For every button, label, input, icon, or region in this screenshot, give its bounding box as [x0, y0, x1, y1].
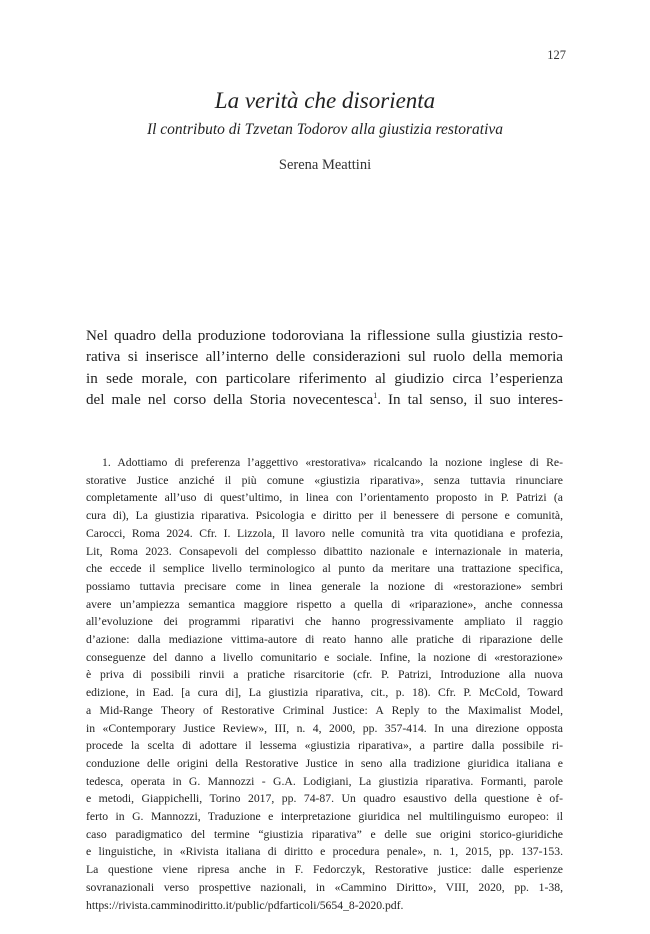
body-line-text: del male nel corso della Storia novecentesca: [86, 391, 374, 408]
body-paragraph: [86, 326, 563, 411]
chapter-subtitle: Il contributo di Tzvetan Todorov alla giustizia restorativa: [146, 121, 504, 138]
chapter-title: La verità che disorienta: [214, 88, 436, 113]
footnote-line: 1. Adottiamo di preferenza l’aggettivo «restorativa» ricalcando la nozione inglese di Re-: [102, 456, 563, 469]
footnote-line: sovranazionali verso prospettive nazionali, in «Cammino Diritto», VIII, 2020, pp. 1-38,: [86, 880, 563, 894]
footnote-line: La questione viene ripresa anche in F. Fedorczyk, Restorative justice: dalle esperienze: [86, 863, 563, 877]
body-line-text: . In tal senso, il suo interes-: [377, 391, 563, 408]
footnote-line: tedesca, operata in G. Mannozzi - G.A. Lodigiani, La giustizia riparativa. Formanti, parole: [86, 774, 563, 788]
footnote-line: che eccede il semplice livello terminologico al punto da meritare una trattazione specifica,: [86, 562, 563, 576]
footnote-line: procede la scelta di adottare il lessema «giustizia riparativa», a partire dalla possibile ri-: [86, 739, 563, 753]
footnote-reference[interactable]: 1: [373, 390, 378, 400]
footnote-line: d’azione: dalla mediazione vittima-autore di reato hanno alle pratiche di riparazione delle: [86, 633, 563, 647]
page-number: 127: [547, 48, 566, 62]
footnote-line: all’evoluzione dei programmi riparativi che hanno progressivamente ampliato il raggio: [86, 615, 563, 629]
body-line: Nel quadro della produzione todoroviana la riflessione sulla giustizia resto-: [86, 328, 563, 344]
author-name: Serena Meattini: [278, 157, 372, 173]
footnote-line: in «Contemporary Justice Review», III, n. 4, 2000, pp. 357-414. In una direzione opposta: [86, 721, 563, 735]
footnote-line: conduzione delle origini della Restorative Justice in seno alla tradizione giuridica italiana e: [86, 756, 563, 770]
footnote-line: Lit, Roma 2023. Consapevoli del complesso dibattito nazionale e internazionale in materia,: [86, 544, 563, 558]
footnote: [86, 454, 563, 914]
body-line: in sede morale, con particolare riferimento al giudizio circa l’esperienza: [86, 370, 563, 387]
footnote-line: è priva di possibili rinvii a pratiche risarcitorie (cfr. P. Patrizi, Introduzione alla nuova: [86, 668, 563, 682]
body-line: [86, 390, 563, 411]
footnote-line: a Mid-Range Theory of Restorative Criminal Justice: A Reply to the Maximalist Model,: [86, 703, 563, 717]
footnote-line: conseguenze del danno a livello comunitario e sociale. Infine, la nozione di «restorazione»: [86, 650, 563, 664]
footnote-line: caso paradigmatico del termine “giustizia riparativa” e delle sue origini storico-giuridiche: [86, 827, 563, 841]
footnote-line: e metodi, Giappichelli, Torino 2017, pp. 74-87. Un quadro esaustivo della questione è of-: [86, 792, 563, 806]
footnote-line: ferto in G. Mannozzi, Traduzione e interpretazione giuridica nel multilinguismo europeo: il: [86, 810, 563, 824]
footnote-line: Carocci, Roma 2024. Cfr. I. Lizzola, Il lavoro nelle comunità tra vita quotidiana e profezia,: [86, 526, 563, 540]
footnote-line: edizione, in Ead. [a cura di], La giustizia riparativa, cit., p. 18). Cfr. P. McCold, Toward: [86, 686, 563, 700]
footnote-line: avere un’ampiezza semantica maggiore rispetto a quella di «riparazione», anche connessa: [86, 597, 563, 611]
footnote-line: possiamo tuttavia precisare come in linea generale la nozione di «restorazione» sembri: [86, 579, 563, 593]
footnote-line: e linguistiche, in «Rivista italiana di diritto e procedura penale», n. 1, 2015, pp. 137-153.: [86, 845, 563, 859]
footnote-line: completamente all’uso di quest’ultimo, in linea con l’orientamento proposto in P. Patrizi (a: [86, 491, 563, 505]
body-line: rativa si inserisce all’interno delle considerazioni sul ruolo della memoria: [86, 349, 563, 366]
footnote-line: storative Justice anziché il più comune «giustizia riparativa», senza tuttavia rinunciare: [86, 473, 563, 487]
footnote-line: cura di), La giustizia riparativa. Psicologia e diritto per il benessere di persone e comunità,: [86, 509, 563, 523]
footnote-url[interactable]: https://rivista.camminodiritto.it/public/pdfarticoli/5654_8-2020.pdf.: [86, 898, 404, 912]
